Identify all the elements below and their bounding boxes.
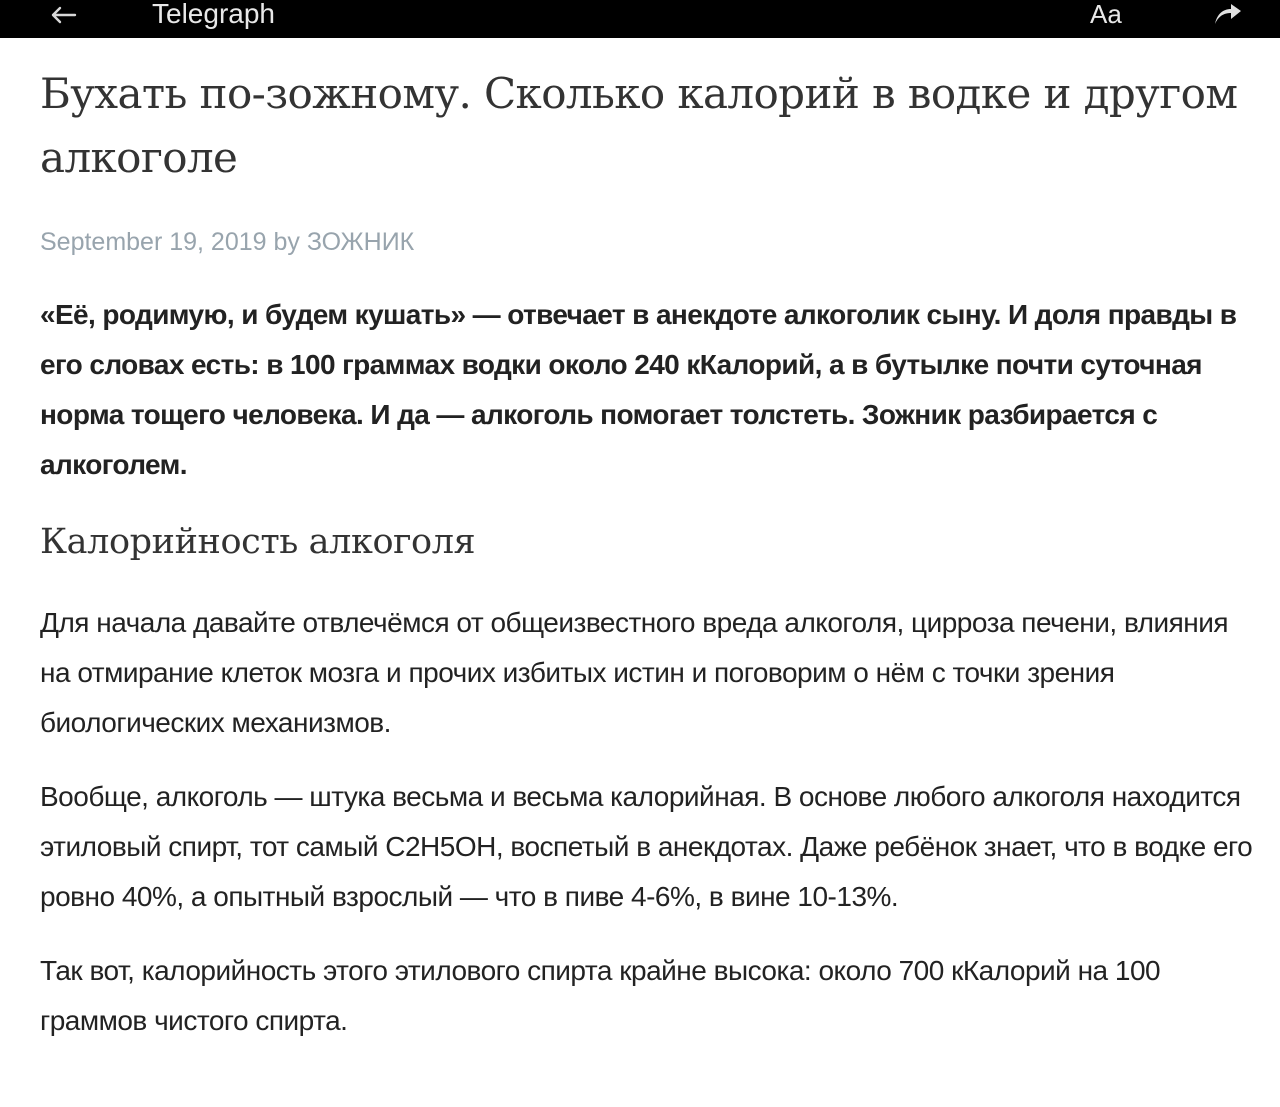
- article-paragraph: Для начала давайте отвлечёмся от общеизвестного вреда алкоголя, цирроза печени, влияния на отмирание клеток мозга и прочих избитых истин и поговорим о нём с точки зрения биологических механизмов.: [40, 607, 1229, 738]
- section-heading: Калорийность алкоголя: [40, 522, 476, 562]
- share-arrow-icon: [1213, 4, 1243, 26]
- font-size-button[interactable]: Aa: [1090, 0, 1122, 29]
- share-button[interactable]: [1208, 0, 1248, 30]
- article-meta: September 19, 2019 by ЗОЖНИК: [40, 228, 415, 256]
- arrow-left-icon: [49, 5, 77, 25]
- article-paragraph: Так вот, калорийность этого этилового спирта крайне высока: около 700 кКалорий на 100 граммов чистого спирта.: [40, 955, 1161, 1036]
- back-button[interactable]: [44, 0, 82, 30]
- article-paragraph: Вообще, алкоголь — штука весьма и весьма калорийная. В основе любого алкоголя находится этиловый спирт, тот самый C2H5OH, воспетый в анекдотах. Даже ребёнок знает, что в водке его ровно 40%, а опытный взрослый — что в пиве 4-6%, в вине 10-13%.: [40, 781, 1253, 912]
- top-bar: [0, 0, 1280, 38]
- article-title: Бухать по-зожному. Сколько калорий в водке и другом алкоголе: [40, 69, 1238, 182]
- app-title: Telegraph: [152, 0, 275, 29]
- article-lead: «Её, родимую, и будем кушать» — отвечает в анекдоте алкоголик сыну. И доля правды в его словах есть: в 100 граммах водки около 240 кКалорий, а в бутылке почти суточная норма тощего человека. И да — алкоголь помогает толстеть. Зожник разбирается с алкоголем.: [40, 299, 1237, 480]
- article: [40, 38, 1255, 1046]
